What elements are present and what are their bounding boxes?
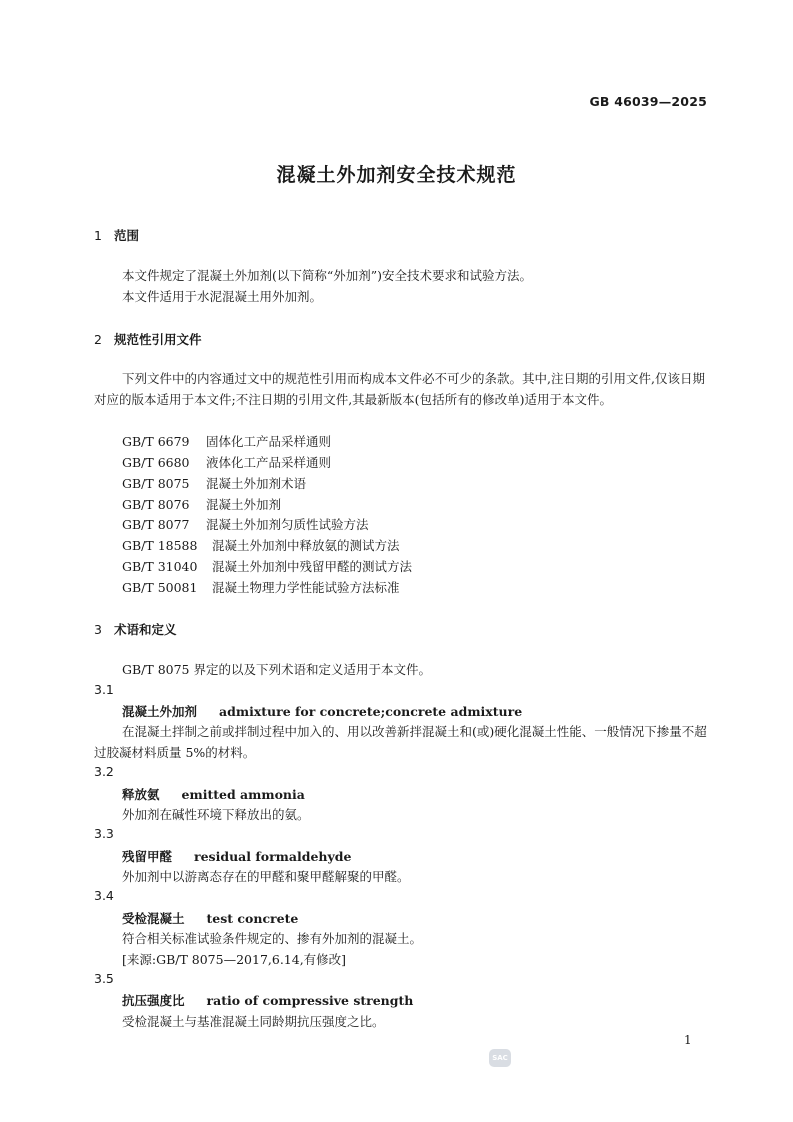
reference-code: GB/T 18588: [122, 538, 198, 553]
paragraph: 下列文件中的内容通过文中的规范性引用而构成本文件必不可少的条款。其中,注日期的引用文件,仅该日期对应的版本适用于本文件;不注日期的引用文件,其最新版本(包括所有的修改单)适用于本文件。: [94, 371, 705, 407]
section-title: 规范性引用文件: [114, 332, 202, 347]
standard-code: GB 46039—2025: [589, 94, 707, 109]
reference-item: [122, 495, 281, 513]
section-number: 2: [94, 332, 102, 347]
reference-name: 混凝土外加剂匀质性试验方法: [206, 517, 369, 532]
term-chinese: 抗压强度比: [122, 993, 185, 1008]
page-number: 1: [684, 1033, 692, 1047]
section-number: 3: [94, 622, 102, 637]
reference-code: GB/T 6679: [122, 434, 190, 449]
section-number: 1: [94, 228, 102, 243]
term-number: 3.4: [94, 888, 114, 903]
paragraph: 本文件适用于水泥混凝土用外加剂。: [122, 289, 323, 304]
term-english: ratio of compressive strength: [206, 993, 414, 1008]
reference-name: 混凝土外加剂术语: [206, 476, 307, 491]
reference-item: [122, 515, 369, 533]
reference-name: 混凝土外加剂中残留甲醛的测试方法: [212, 559, 413, 574]
term-definition: 外加剂在碱性环境下释放出的氨。: [122, 807, 310, 822]
term-chinese: 释放氨: [122, 787, 160, 802]
term-definition: 受检混凝土与基准混凝土同龄期抗压强度之比。: [122, 1014, 385, 1029]
reference-code: GB/T 8077: [122, 517, 190, 532]
term-english: admixture for concrete;concrete admixture: [219, 704, 523, 719]
reference-code: GB/T 8075: [122, 476, 190, 491]
term-number: 3.2: [94, 764, 114, 779]
term-heading: [122, 785, 305, 803]
term-definition: 符合相关标准试验条件规定的、掺有外加剂的混凝土。: [122, 931, 423, 946]
section-title: 范围: [114, 228, 140, 243]
sac-logo-icon: SAC: [489, 1049, 511, 1067]
reference-item: [122, 432, 331, 450]
term-chinese: 混凝土外加剂: [122, 704, 198, 719]
paragraph: 本文件规定了混凝土外加剂(以下简称“外加剂”)安全技术要求和试验方法。: [122, 268, 533, 283]
term-definition: 外加剂中以游离态存在的甲醛和聚甲醛解聚的甲醛。: [122, 869, 410, 884]
section-1-heading: [94, 226, 139, 244]
reference-item: [122, 557, 412, 575]
term-heading: [122, 702, 522, 720]
reference-item: [122, 578, 400, 596]
term-definition: 在混凝土拌制之前或拌制过程中加入的、用以改善新拌混凝土和(或)硬化混凝土性能、一般情况下掺量不超过胶凝材料质量 5%的材料。: [94, 724, 707, 760]
reference-name: 液体化工产品采样通则: [206, 455, 332, 470]
term-english: test concrete: [206, 911, 299, 926]
term-number: 3.3: [94, 826, 114, 841]
term-number: 3.5: [94, 971, 114, 986]
document-title: 混凝土外加剂安全技术规范: [276, 164, 517, 186]
reference-item: [122, 474, 306, 492]
reference-name: 混凝土物理力学性能试验方法标准: [212, 580, 400, 595]
term-source: [来源:GB/T 8075—2017,6.14,有修改]: [122, 952, 347, 967]
reference-code: GB/T 8076: [122, 497, 190, 512]
term-english: residual formaldehyde: [194, 849, 352, 864]
term-number: 3.1: [94, 682, 114, 697]
paragraph: GB/T 8075 界定的以及下列术语和定义适用于本文件。: [122, 662, 431, 677]
reference-code: GB/T 31040: [122, 559, 198, 574]
term-chinese: 残留甲醛: [122, 849, 173, 864]
reference-code: GB/T 50081: [122, 580, 198, 595]
reference-code: GB/T 6680: [122, 455, 190, 470]
section-title: 术语和定义: [114, 622, 177, 637]
reference-item: [122, 453, 331, 471]
section-3-heading: [94, 620, 177, 638]
term-heading: [122, 991, 413, 1009]
term-chinese: 受检混凝土: [122, 911, 185, 926]
term-english: emitted ammonia: [181, 787, 305, 802]
reference-name: 混凝土外加剂中释放氨的测试方法: [212, 538, 400, 553]
section-2-heading: [94, 330, 202, 348]
reference-name: 混凝土外加剂: [206, 497, 282, 512]
reference-item: [122, 536, 400, 554]
term-heading: [122, 847, 351, 865]
term-heading: [122, 909, 298, 927]
reference-name: 固体化工产品采样通则: [206, 434, 332, 449]
